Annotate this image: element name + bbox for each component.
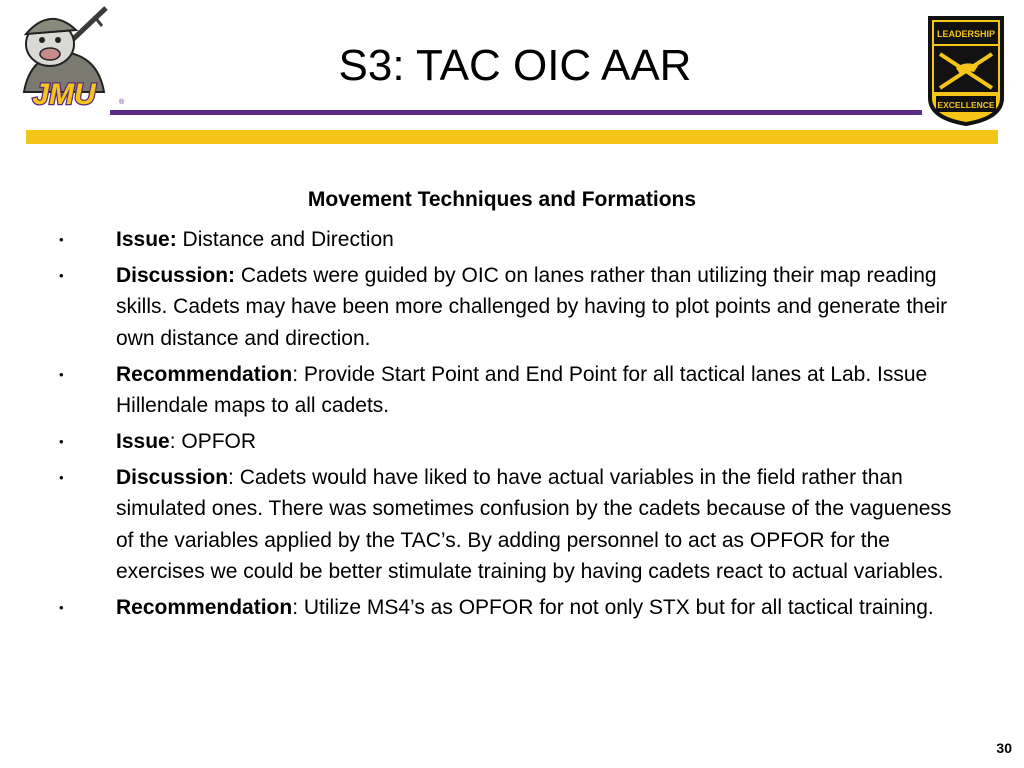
svg-text:®: ®: [119, 99, 124, 106]
bullet-item-recommendation: [56, 592, 956, 623]
bullet-item-discussion: [56, 462, 956, 588]
bullet-dot-icon: •: [59, 599, 64, 615]
bullet-item-issue: [56, 224, 956, 255]
header-gold-bar: [26, 130, 998, 144]
slide-title: S3: TAC OIC AAR: [338, 41, 692, 90]
bullet-item-issue: [56, 426, 956, 457]
bullet-text: : Provide Start Point and End Point for all tactical lanes at Lab. Issue Hillendale maps to all cadets.: [116, 362, 928, 418]
bullet-text: : Cadets would have liked to have actual variables in the field rather than simulated ones. There was sometimes confusion by the cadets because of the vagueness of the variables applied by the TAC’s. By adding personnel to act as OPFOR for the exercises we could be better stimulate training by having cadets react to actual variables.: [116, 465, 952, 584]
bullet-text: Distance and Direction: [176, 228, 394, 251]
bullet-dot-icon: •: [59, 469, 64, 485]
bullet-dot-icon: •: [59, 433, 64, 449]
title-underline-purple: [110, 110, 922, 115]
bullet-dot-icon: •: [59, 366, 64, 382]
rotc-leadership-excellence-shield: [926, 14, 1006, 126]
bullet-item-recommendation: [56, 359, 956, 422]
section-heading: Movement Techniques and Formations: [307, 188, 697, 211]
shield-bottom-text: EXCELLENCE: [937, 100, 995, 110]
page-number: 30: [996, 740, 1012, 756]
bullet-label: Recommendation: [116, 362, 293, 386]
bullet-text: : Utilize MS4’s as OPFOR for not only STX but for all tactical training.: [292, 595, 934, 619]
bullet-label: Issue:: [116, 228, 177, 251]
bullet-label: Discussion:: [116, 263, 236, 287]
shield-top-text: LEADERSHIP: [936, 29, 996, 39]
jmu-bulldog-logo: [6, 4, 124, 108]
bullet-dot-icon: •: [59, 232, 64, 247]
bullet-label: Issue: [116, 429, 170, 453]
bullet-dot-icon: •: [59, 267, 64, 283]
bullet-text: Cadets were guided by OIC on lanes rather than utilizing their map reading skills. Cadets may have been more challenged by having to plot points and generate their own distance and direction.: [116, 263, 948, 350]
jmu-logo-text: JMU: [32, 78, 96, 108]
bullet-label: Discussion: [116, 465, 229, 489]
bullet-label: Recommendation: [116, 595, 293, 619]
bullet-item-discussion: [56, 260, 956, 354]
bullet-text: : OPFOR: [169, 429, 257, 453]
bullet-list: [56, 224, 956, 628]
